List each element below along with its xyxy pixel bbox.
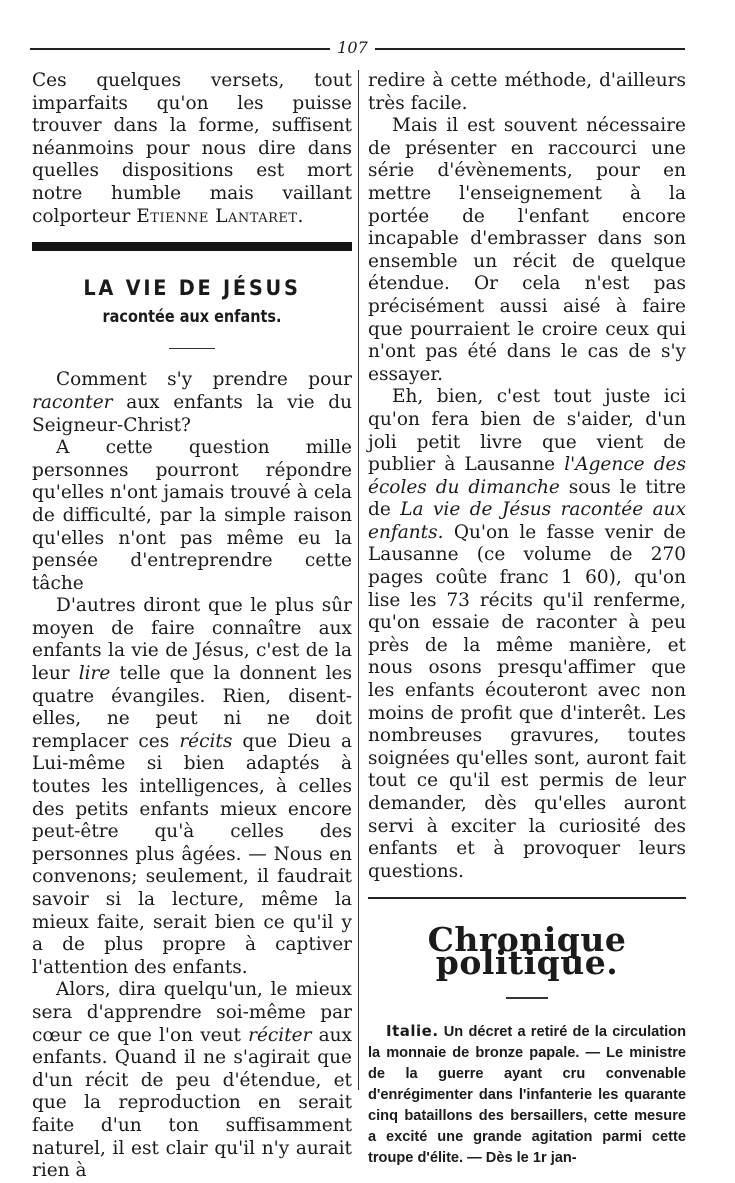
paragraph-3 — [32, 595, 352, 979]
section-rule — [368, 897, 686, 899]
left-column — [32, 70, 352, 1183]
author-name: Etienne Lantaret. — [136, 205, 304, 227]
p7-text-a: Eh, bien, c'est tout juste ici qu'on fera bien de s'aider, d'un joli petit livre que vient de publier à Lausanne — [368, 386, 686, 476]
paragraph-7 — [368, 386, 686, 883]
p1-italic: raconter — [32, 391, 113, 413]
p3-text-b: telle que la donnent les quatre évangiles. Rien, disent-elles, ne peut ni ne doit remplacer ces — [32, 663, 352, 752]
p1-text-b: aux enfants la vie du Seigneur-Christ? — [32, 391, 352, 436]
header-rule-left — [30, 48, 330, 50]
article-subtitle: racontée aux enfants. — [102, 306, 282, 327]
p4-italic: réciter — [248, 1024, 312, 1046]
paragraph-2: A cette question mille personnes pourront répondre qu'elles n'ont jamais trouvé à cela de difficulté, par la simple raison qu'elles n'ont pas même eu la pensée d'entreprendre cette tâche — [32, 437, 352, 594]
section-title: Chronique politique. — [427, 920, 627, 982]
p3-italic-2: récits — [179, 730, 233, 752]
p7-italic-1: l'Agence des écoles du dimanche — [368, 454, 686, 498]
page-number: 107 — [337, 38, 368, 57]
section-title-rule — [506, 997, 548, 999]
header-rule-right — [375, 48, 685, 50]
intro-paragraph — [32, 70, 352, 228]
right-column — [368, 70, 686, 1169]
paragraph-4 — [32, 979, 352, 1182]
p1-text-a: Comment s'y prendre pour — [56, 369, 352, 391]
news-country: Italie. — [386, 1021, 439, 1040]
paragraph-1 — [32, 369, 352, 437]
paragraph-5: redire à cette méthode, d'ailleurs très facile. — [368, 70, 686, 114]
p7-text-b: sous le titre de — [368, 476, 686, 521]
p7-italic-2: La vie de Jésus racontée aux enfants. — [368, 499, 687, 543]
paragraph-6: Mais il est souvent nécessaire de présenter en raccourci une série d'évènements, pour en mettre l'enseignement à la portée de l'enfant encore incapable d'embrasser dans son ensemble un récit de quelque étendue. Or cela n'est pas précisément aussi aisé à faire que pourraient le croire ceux qui n'ont pas été dans le cas de s'y essayer. — [368, 115, 686, 385]
p4-text-b: aux enfants. Quand il ne s'agirait que d'un récit de peu d'étendue, et que la reproduction en serait faite d'un ton suffisamment naturel, il est clair qu'il n'y aurait rien à — [32, 1024, 352, 1182]
intro-text: Ces quelques versets, tout imparfaits qu'on les puisse trouver dans la forme, suffisent néanmoins pour nous dire dans quelles dispositions est mort notre humble mais vaillant colporteur — [32, 70, 352, 227]
news-item — [368, 1021, 686, 1169]
column-divider — [358, 70, 359, 1090]
page-header — [30, 38, 685, 58]
p3-italic-1: lire — [78, 663, 111, 685]
p3-text-a: D'autres diront que le plus sûr moyen de faire connaître aux enfants la vie de Jésus, c'est de la leur — [32, 595, 352, 685]
section-separator — [32, 242, 352, 251]
p7-text-c: Qu'on le fasse venir de Lausanne (ce volume de 270 pages coûte franc 1 60), qu'on lise les 73 récits qu'il renferme, qu'on essaie de raconter à peu près de la même manière, et nous osons presqu'affimer que les enfants écouteront avec non moins de profit que d'interêt. Les nombreuses gravures, toutes soignées qu'elles sont, auront fait tout ce qu'il est permis de leur demander, dès qu'elles auront servi à exciter la curiosité des enfants et à provoquer leurs questions. — [368, 521, 686, 882]
title-rule — [169, 348, 215, 349]
article-title: LA VIE DE JÉSUS — [83, 276, 301, 301]
news-text: Un décret a retiré de la circulation la monnaie de bronze papale. — Le ministre de la guerre ayant cru convenable d'enrégimenter dans l'infanterie les quarante cinq bataillons des bersaillers, cette mesure a excité une grande agitation parmi cette troupe d'élite. — Dès le 1r jan- — [368, 1023, 686, 1166]
p4-text-a: Alors, dira quelqu'un, le mieux sera d'apprendre soi-même par cœur ce que l'on veut — [32, 979, 352, 1046]
p3-text-c: que Dieu a Lui-même si bien adaptés à toutes les intelligences, à celles des petits enfants mieux encore peut-être qu'à celles des personnes plus âgées. — Nous en convenons; seulement, il faudrait savoir si la lecture, même la mieux faite, serait bien ce qu'il y a de plus propre à captiver l'attention des enfants. — [32, 730, 352, 978]
